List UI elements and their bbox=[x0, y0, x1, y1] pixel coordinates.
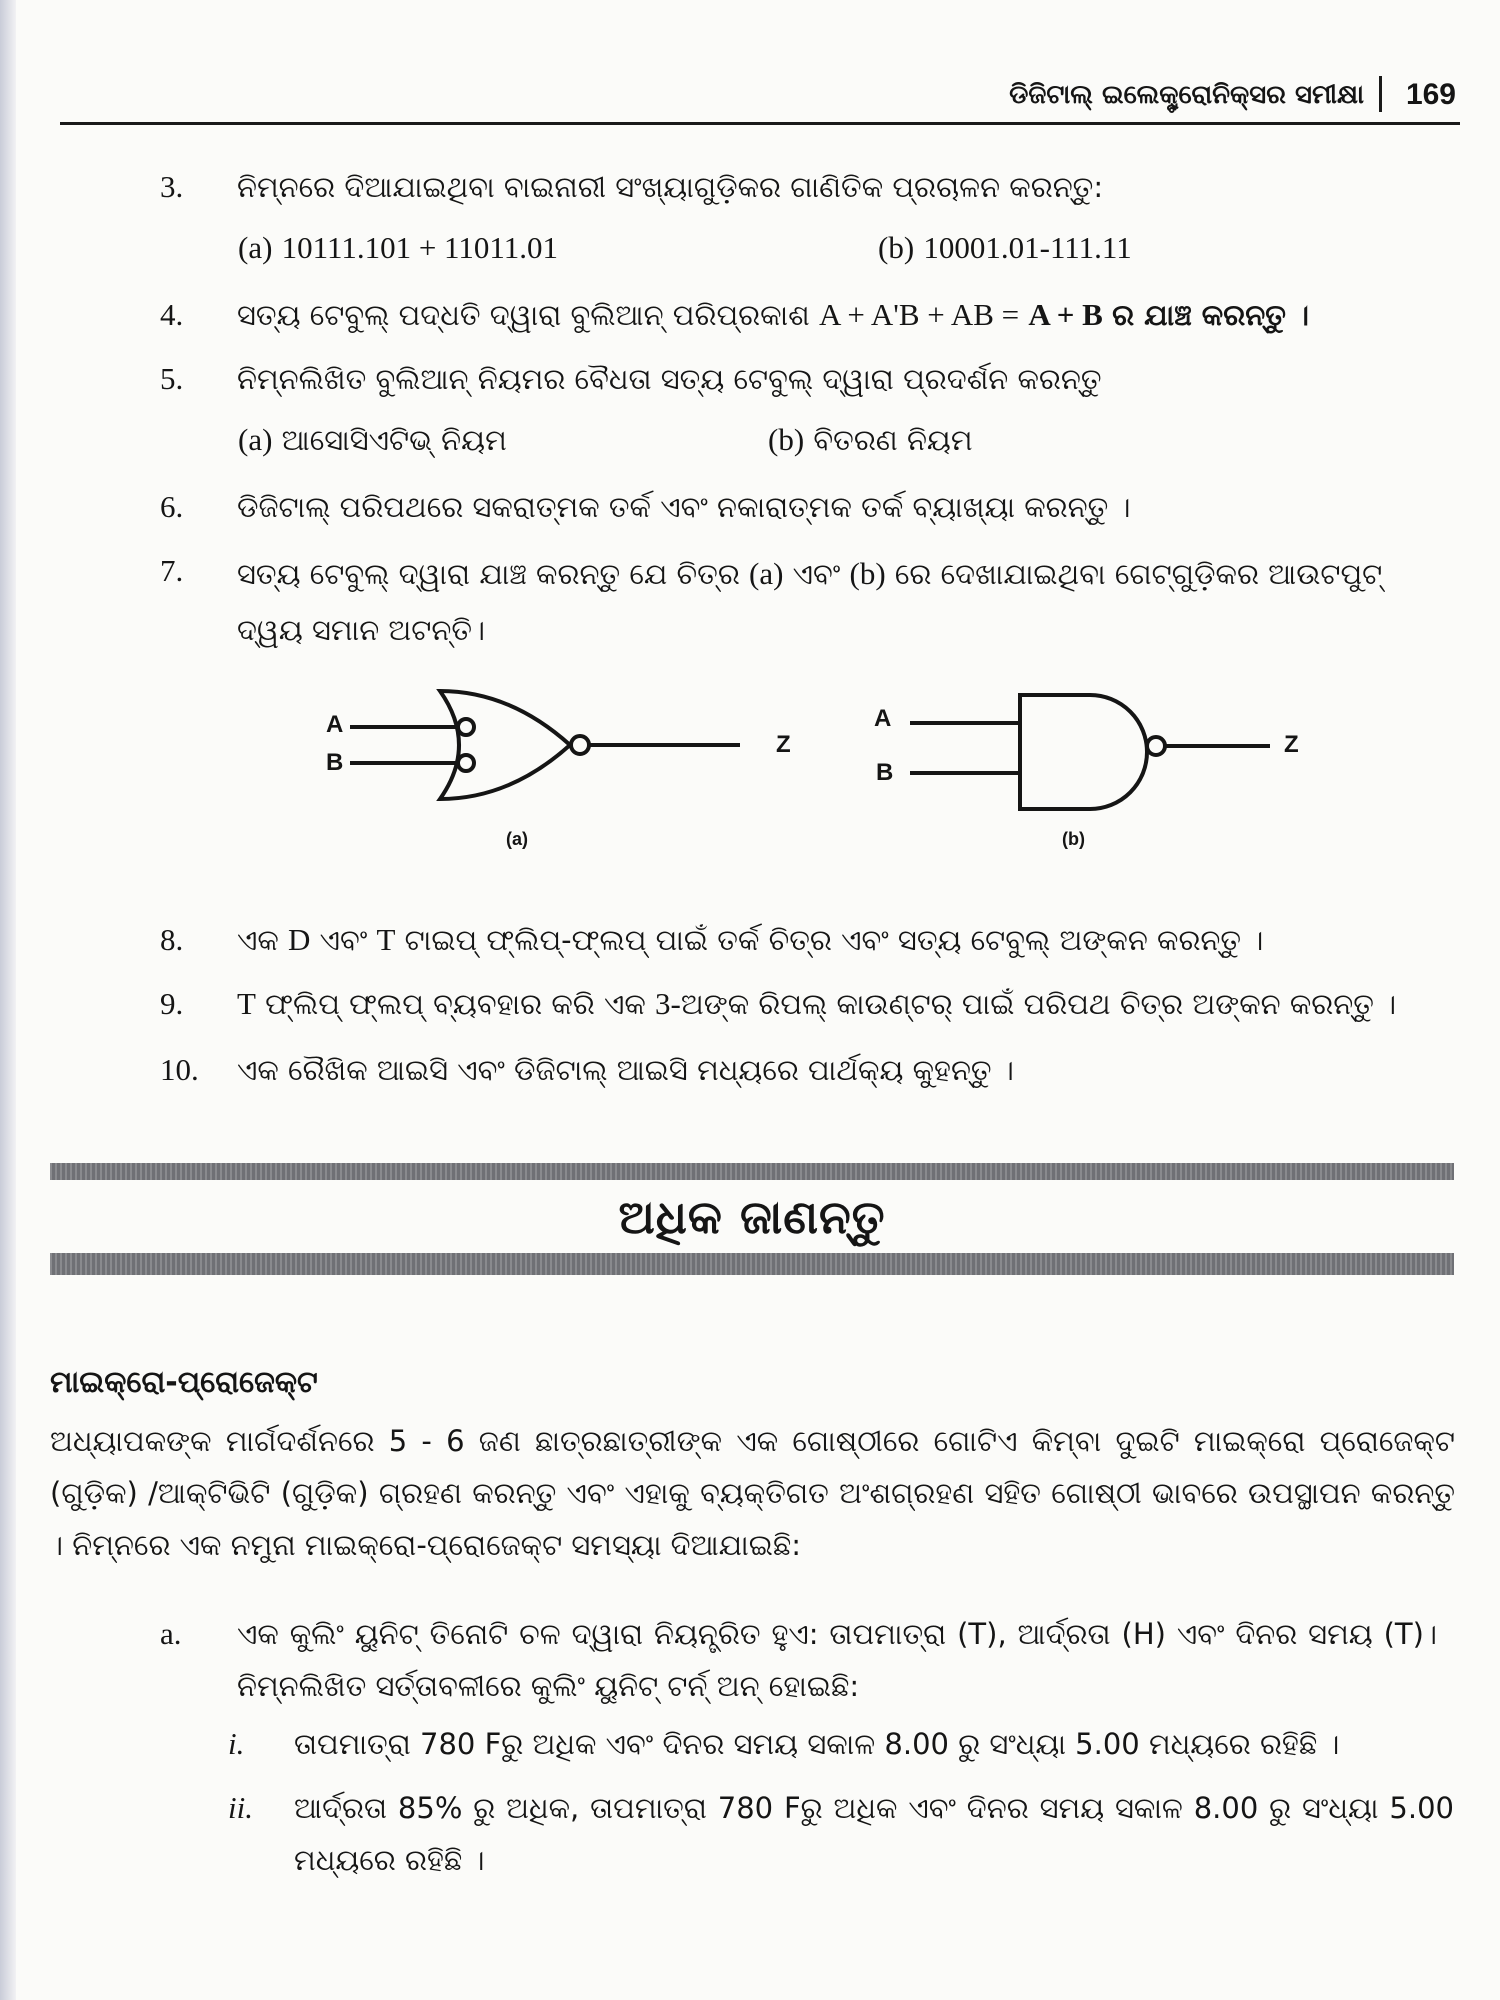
question-text: ଡିଜିଟାଲ୍ ପରିପଥରେ ସକରାତ୍ମକ ତର୍କ ଏବଂ ନକାରାତ୍ମକ ତର୍କ ବ୍ୟାଖ୍ୟା କରନ୍ତୁ । bbox=[237, 490, 1131, 524]
question-text: ନିମ୍ନଲିଖିତ ବୁଲିଆନ୍ ନିୟମର ବୈଧତା ସତ୍ୟ ଟେବୁଲ୍ ଦ୍ୱାରା ପ୍ରଦର୍ଶନ କରନ୍ତୁ bbox=[237, 362, 1102, 396]
option-label: (a) bbox=[238, 422, 273, 457]
running-header bbox=[60, 72, 1460, 125]
d-symbol: D bbox=[288, 922, 311, 957]
item-text: ଏକ କୁଲିଂ ୟୁନିଟ୍ ତିନୋଟି ଚଳ ଦ୍ୱାରା ନିୟନ୍ତ୍ରିତ ହୁଏ: ତାପମାତ୍ରା (T), ଆର୍ଦ୍ରତା (H) ଏବଂ ଦିନର ସମୟ (T)। ନିମ୍ନଲିଖିତ ସର୍ତ୍ତାବଳୀରେ କୁଲିଂ ୟୁନିଟ୍ ଟର୍ନ୍ ଅନ୍ ହୋଇଛି: bbox=[237, 1617, 1437, 1703]
gate-a-output-label: Z bbox=[776, 731, 791, 758]
question-number: 10. bbox=[160, 1052, 199, 1087]
gate-b-caption: (b) bbox=[1062, 829, 1085, 849]
question-number: 7. bbox=[160, 553, 184, 588]
t-symbol: T bbox=[237, 986, 256, 1021]
gate-a-input-a-label: A bbox=[326, 711, 344, 738]
option-label: (b) bbox=[878, 230, 915, 265]
question-3-option-b bbox=[878, 226, 1132, 270]
question-5-option-b bbox=[768, 418, 973, 462]
figure-ref-b: (b) bbox=[849, 556, 886, 591]
text-part: ସତ୍ୟ ଟେବୁଲ୍ ଦ୍ୱାରା ଯାଞ୍ଚ କରନ୍ତୁ ଯେ ଚିତ୍ର bbox=[237, 557, 740, 591]
item-text: ତାପମାତ୍ରା 780 Fରୁ ଅଧିକ ଏବଂ ଦିନର ସମୟ ସକାଳ 8.00 ରୁ ସଂଧ୍ୟା 5.00 ମଧ୍ୟରେ ରହିଛି । bbox=[294, 1727, 1340, 1761]
text-part: ସତ୍ୟ ଟେବୁଲ୍ ପଦ୍ଧତି ଦ୍ୱାରା ବୁଲିଆନ୍ ପରିପ୍ରକାଶ bbox=[237, 298, 810, 332]
gate-b-output-bubble bbox=[1147, 737, 1165, 755]
section-title: ଅଧିକ ଜାଣନ୍ତୁ bbox=[618, 1190, 886, 1244]
option-text: 10111.101 + 11011.01 bbox=[281, 230, 559, 265]
text-part: ଏକ bbox=[237, 923, 279, 957]
gate-a-input-bubble bbox=[458, 755, 474, 771]
item-marker: a. bbox=[160, 1616, 182, 1651]
gate-b-input-a-label: A bbox=[874, 705, 892, 732]
question-number: 4. bbox=[160, 297, 184, 332]
micro-project-paragraph: ଅଧ୍ୟାପକଙ୍କ ମାର୍ଗଦର୍ଶନରେ 5 - 6 ଜଣ ଛାତ୍ରଛାତ୍ରୀଙ୍କ ଏକ ଗୋଷ୍ଠୀରେ ଗୋଟିଏ କିମ୍ବା ଦୁଇଟି ମାଇକ୍ରୋ ପ୍ରୋଜେକ୍ଟ (ଗୁଡ଼ିକ) /ଆକ୍ଟିଭିଟି (ଗୁଡ଼ିକ) ଗ୍ରହଣ କରନ୍ତୁ ଏବଂ ଏହାକୁ ବ୍ୟକ୍ତିଗତ ଅଂଶଗ୍ରହଣ ସହିତ ଗୋଷ୍ଠୀ ଭାବରେ ଉପସ୍ଥାପନ କରନ୍ତୁ । ନିମ୍ନରେ ଏକ ନମୁନା ମାଇକ୍ରୋ-ପ୍ରୋଜେକ୍ଟ ସମସ୍ୟା ଦିଆଯାଇଛି: bbox=[50, 1424, 1455, 1562]
text-part: ଫ୍ଲିପ୍ ଫ୍ଲପ୍ ବ୍ୟବହାର କରି ଏକ bbox=[265, 987, 646, 1021]
question-number: 5. bbox=[160, 361, 184, 396]
item-marker: i. bbox=[228, 1726, 245, 1761]
gate-a-input-b-label: B bbox=[326, 749, 344, 776]
text-part: ରେ ଦେଖାଯାଇଥିବା ଗେଟ୍ଗୁଡ଼ିକର ଆଉଟପୁଟ୍ ଦ୍ୱୟ ସମାନ ଅଟନ୍ତି। bbox=[237, 557, 1383, 647]
text-part: ଏବଂ bbox=[792, 557, 841, 591]
section-band-top bbox=[50, 1163, 1454, 1180]
question-number: 9. bbox=[160, 986, 184, 1021]
item-text: ଆର୍ଦ୍ରତା 85% ରୁ ଅଧିକ, ତାପମାତ୍ରା 780 Fରୁ ଅଧିକ ଏବଂ ଦିନର ସମୟ ସକାଳ 8.00 ରୁ ସଂଧ୍ୟା 5.00 ମଧ୍ୟରେ ରହିଛି । bbox=[294, 1791, 1454, 1877]
option-label: (b) bbox=[768, 422, 805, 457]
question-text bbox=[237, 290, 1452, 340]
question-number: 3. bbox=[160, 169, 184, 204]
option-text: ଆସୋସିଏଟିଭ୍ ନିୟମ bbox=[281, 423, 507, 457]
text-part: ର ଯାଞ୍ଚ କରନ୍ତୁ । bbox=[1112, 298, 1310, 332]
option-label: (a) bbox=[238, 230, 273, 265]
question-text bbox=[237, 979, 1452, 1029]
gate-a-input-bubble bbox=[458, 719, 474, 735]
gate-b-input-b-label: B bbox=[876, 759, 894, 786]
section-band-bottom bbox=[50, 1253, 1454, 1275]
question-text: ଏକ ରୈଖିକ ଆଇସି ଏବଂ ଡିଜିଟାଲ୍ ଆଇସି ମଧ୍ୟରେ ପାର୍ଥକ୍ୟ କୁହନ୍ତୁ । bbox=[237, 1053, 1014, 1087]
text-part: ଟାଇପ୍ ଫ୍ଲିପ୍-ଫ୍ଲପ୍ ପାଇଁ ତର୍କ ଚିତ୍ର ଏବଂ ସତ୍ୟ ଟେବୁଲ୍ ଅଙ୍କନ କରନ୍ତୁ । bbox=[404, 923, 1264, 957]
digit-count: 3- bbox=[655, 986, 681, 1021]
question-3-option-a bbox=[238, 226, 558, 270]
gate-b-output-label: Z bbox=[1284, 731, 1299, 758]
option-text: 10001.01-111.11 bbox=[923, 230, 1132, 265]
subheading-micro-project: ମାଇକ୍ରୋ-ପ୍ରୋଜେକ୍ଟ bbox=[50, 1365, 318, 1400]
boolean-expression: A + A'B + AB = bbox=[818, 297, 1020, 332]
question-5-option-a bbox=[238, 418, 507, 462]
t-symbol: T bbox=[376, 922, 396, 957]
question-number: 6. bbox=[160, 489, 184, 524]
question-text bbox=[237, 915, 1452, 965]
gate-a-output-bubble bbox=[571, 736, 589, 754]
logic-gates-figure bbox=[310, 675, 1310, 885]
page-number: 169 bbox=[1405, 78, 1456, 111]
chapter-title: ଡିଜିଟାଲ୍ ଇଲେକ୍ଟ୍ରୋନିକ୍ସର ସମୀକ୍ଷା bbox=[1009, 80, 1364, 110]
gate-b-body bbox=[1020, 695, 1147, 809]
item-marker: ii. bbox=[228, 1790, 253, 1825]
gates-diagram bbox=[310, 675, 1310, 885]
figure-ref-a: (a) bbox=[749, 556, 784, 591]
text-part: ଏବଂ bbox=[319, 923, 368, 957]
question-number: 8. bbox=[160, 922, 184, 957]
header-separator bbox=[1379, 76, 1382, 112]
question-text bbox=[237, 546, 1452, 658]
gate-a-caption: (a) bbox=[506, 829, 528, 849]
page-edge-shadow bbox=[0, 0, 16, 2000]
boolean-result: A + B bbox=[1028, 297, 1103, 332]
option-text: ବିତରଣ ନିୟମ bbox=[813, 423, 973, 457]
question-text: ନିମ୍ନରେ ଦିଆଯାଇଥିବା ବାଇନାରୀ ସଂଖ୍ୟାଗୁଡ଼ିକର ଗାଣିତିକ ପ୍ରଚାଳନ କରନ୍ତୁ: bbox=[237, 170, 1104, 204]
gate-b-nand bbox=[910, 695, 1270, 809]
gate-a-nor-with-bubbled-inputs bbox=[350, 691, 740, 799]
gate-a-body bbox=[440, 691, 570, 799]
text-part: ଅଙ୍କ ରିପଲ୍ କାଉଣ୍ଟର୍ ପାଇଁ ପରିପଥ ଚିତ୍ର ଅଙ୍କନ କରନ୍ତୁ । bbox=[680, 987, 1397, 1021]
